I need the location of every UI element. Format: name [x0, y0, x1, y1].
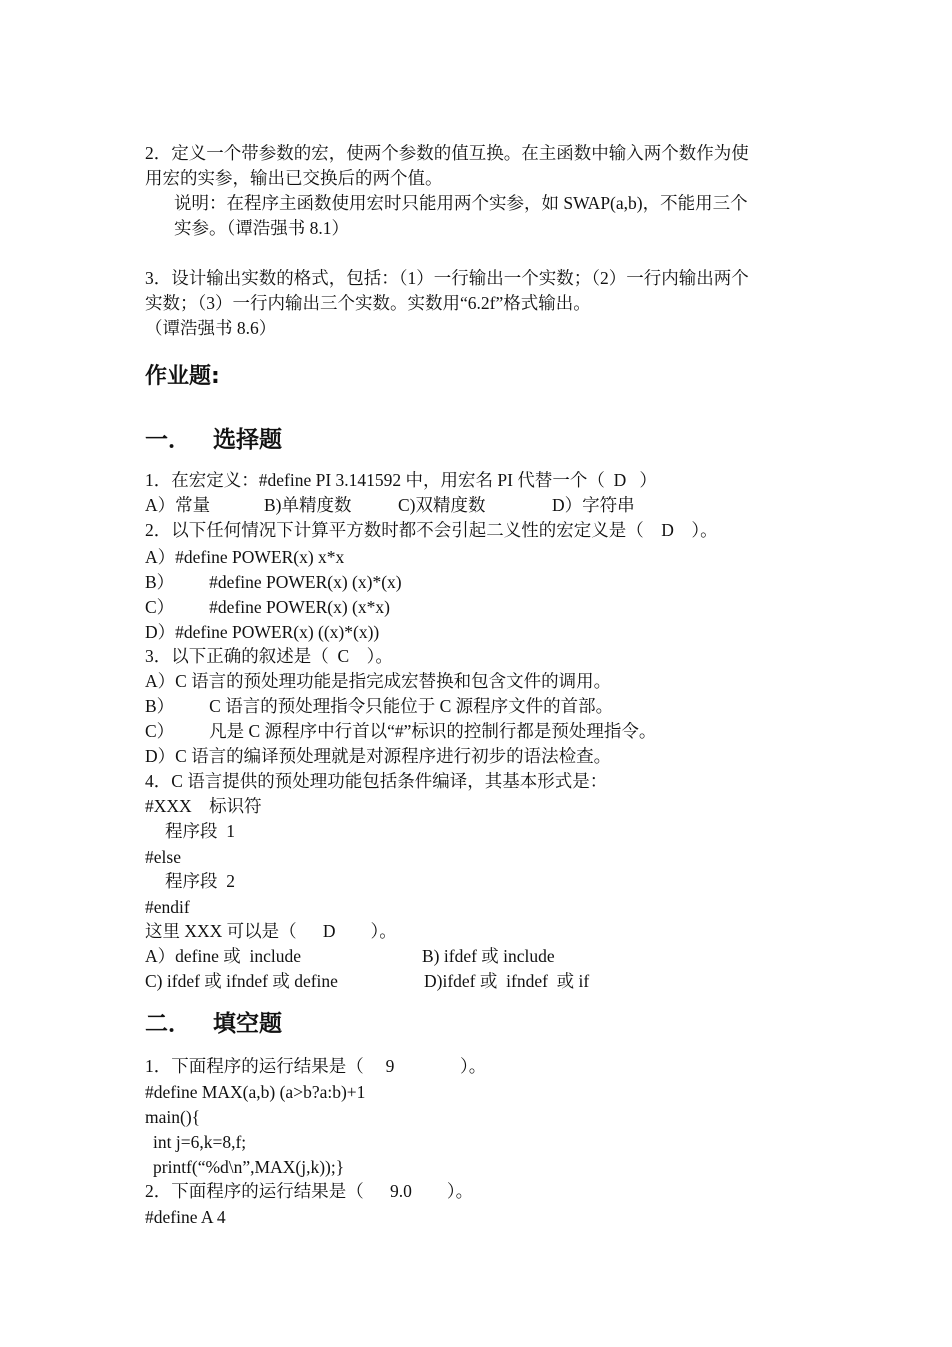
- mc-q1-option-d: D）字符串: [552, 495, 635, 515]
- mc-question-1: 1．在宏定义：#define PI 3.141592 中，用宏名 PI 代替一个（ D ）: [145, 470, 657, 490]
- fill-q1-code-line-3: int j=6,k=8,f;: [153, 1132, 247, 1152]
- mc-q4-prompt: 这里 XXX 可以是（ D ）。: [145, 921, 397, 941]
- mc-q4-code-line-5: #endif: [145, 897, 190, 917]
- mc-q2-option-d: D）#define POWER(x) ((x)*(x)): [145, 622, 380, 642]
- mc-q3-option-b: B） C 语言的预处理指令只能位于 C 源程序文件的首部。: [145, 696, 614, 716]
- section-2-title: 填空题: [213, 1011, 282, 1037]
- fill-q1-code-line-4: printf(“%d\n”,MAX(j,k));}: [153, 1157, 345, 1177]
- section-1-number: 一．: [145, 427, 191, 453]
- fill-q1-code-line-1: #define MAX(a,b) (a>b?a:b)+1: [145, 1082, 366, 1102]
- exercise-2-note-line-1: 说明：在程序主函数使用宏时只能用两个实参，如 SWAP(a,b)，不能用三个: [174, 193, 748, 213]
- mc-q4-code-line-1: #XXX 标识符: [145, 796, 262, 816]
- mc-q2-option-b: B） #define POWER(x) (x)*(x): [145, 572, 402, 592]
- mc-q2-option-c: C） #define POWER(x) (x*x): [145, 597, 390, 617]
- section-1-heading: [145, 425, 282, 455]
- mc-q4-option-a: A）define 或 include: [145, 946, 301, 966]
- fill-question-2: 2．下面程序的运行结果是（ 9.0 ）。: [145, 1181, 474, 1201]
- fill-q1-code-line-2: main(){: [145, 1107, 201, 1127]
- exercise-3-line-1: 3．设计输出实数的格式，包括：（1）一行输出一个实数；（2）一行内输出两个: [145, 268, 749, 288]
- mc-q4-option-b: B) ifdef 或 include: [422, 946, 555, 966]
- exercise-2-note-line-2: 实参。（谭浩强书 8.1）: [174, 218, 349, 238]
- mc-q3-option-a: A）C 语言的预处理功能是指完成宏替换和包含文件的调用。: [145, 671, 612, 691]
- mc-question-2: 2．以下任何情况下计算平方数时都不会引起二义性的宏定义是（ D ）。: [145, 520, 718, 540]
- mc-q4-code-line-4: 程序段 2: [165, 871, 235, 891]
- exercise-2-line-2: 用宏的实参，输出已交换后的两个值。: [145, 168, 443, 188]
- exercise-2-line-1: 2．定义一个带参数的宏，使两个参数的值互换。在主函数中输入两个数作为使: [145, 143, 749, 163]
- mc-q4-code-line-3: #else: [145, 847, 181, 867]
- section-2-number: 二．: [145, 1011, 191, 1037]
- mc-q4-code-line-2: 程序段 1: [165, 821, 235, 841]
- mc-q1-option-b: B)单精度数: [264, 495, 352, 515]
- mc-question-4: 4．C 语言提供的预处理功能包括条件编译，其基本形式是：: [145, 771, 608, 791]
- mc-q4-option-c: C) ifdef 或 ifndef 或 define: [145, 971, 338, 991]
- homework-heading: 作业题:: [145, 364, 220, 389]
- mc-question-3: 3．以下正确的叙述是（ C ）。: [145, 646, 393, 666]
- exercise-3-line-2: 实数；（3）一行内输出三个实数。实数用“6.2f”格式输出。: [145, 293, 591, 313]
- fill-q2-code-line-1: #define A 4: [145, 1207, 226, 1227]
- exercise-3-line-3: （谭浩强书 8.6）: [145, 318, 277, 338]
- mc-q4-option-d: D)ifdef 或 ifndef 或 if: [424, 971, 590, 991]
- section-1-title: 选择题: [213, 427, 282, 453]
- mc-q2-option-a: A）#define POWER(x) x*x: [145, 547, 345, 567]
- mc-q1-option-a: A）常量: [145, 495, 211, 515]
- mc-q3-option-c: C） 凡是 C 源程序中行首以“#”标识的控制行都是预处理指令。: [145, 721, 657, 741]
- mc-q3-option-d: D）C 语言的编译预处理就是对源程序进行初步的语法检查。: [145, 746, 612, 766]
- mc-q1-option-c: C)双精度数: [398, 495, 486, 515]
- section-2-heading: [145, 1009, 282, 1039]
- fill-question-1: 1．下面程序的运行结果是（ 9 ）。: [145, 1056, 487, 1076]
